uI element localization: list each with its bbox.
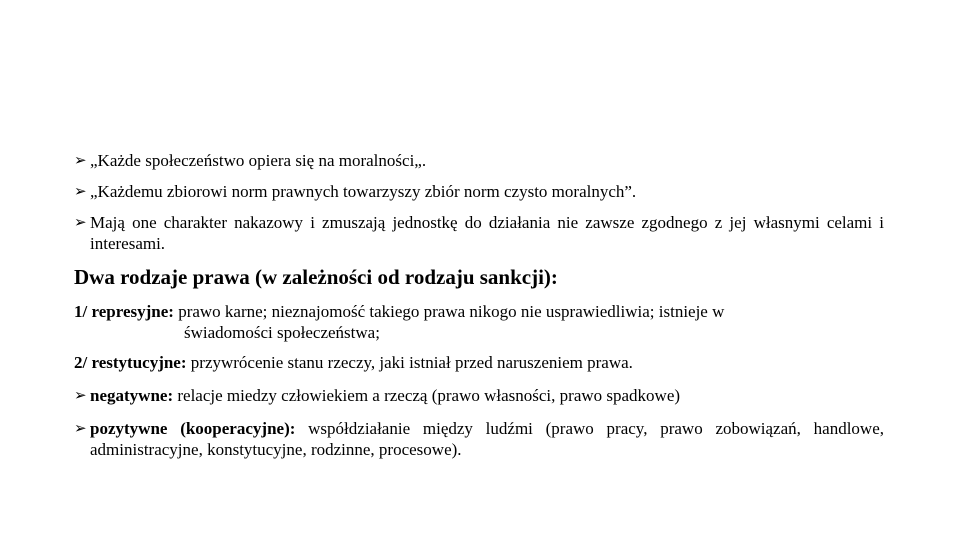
- bullet-positive: [74, 418, 884, 460]
- type-restitutive: [74, 352, 894, 373]
- bullet-norms-quote: [74, 181, 884, 202]
- bullet-morality-quote: [74, 150, 884, 171]
- type-text: przywrócenie stanu rzeczy, jaki istniał przed naruszeniem prawa.: [190, 353, 633, 372]
- arrow-bullet-icon: ➢: [74, 419, 87, 437]
- bullet-text: „Każde społeczeństwo opiera się na moralności„.: [90, 151, 427, 170]
- bullet-text: Mają one charakter nakazowy i zmuszają jednostkę do działania nie zawsze zgodnego z jej własnymi celami i interesami.: [90, 213, 884, 253]
- arrow-bullet-icon: ➢: [74, 386, 87, 404]
- arrow-bullet-icon: ➢: [74, 151, 87, 169]
- type-term: 1/ represyjne:: [74, 302, 174, 321]
- bullet-character: [74, 212, 884, 254]
- arrow-bullet-icon: ➢: [74, 213, 87, 231]
- type-text-line1: prawo karne; nieznajomość takiego prawa nikogo nie usprawiedliwia; istnieje w: [178, 302, 725, 321]
- bullet-negative: [74, 385, 884, 406]
- bullet-text: relacje miedzy człowiekiem a rzeczą (prawo własności, prawo spadkowe): [177, 386, 681, 405]
- type-repressive: [74, 301, 894, 343]
- type-text-line2: świadomości społeczeństwa;: [184, 323, 380, 342]
- bullet-text: „Każdemu zbiorowi norm prawnych towarzyszy zbiór norm czysto moralnych”.: [90, 182, 637, 201]
- bullet-term: pozytywne (kooperacyjne):: [90, 419, 296, 438]
- bullet-term: negatywne:: [90, 386, 174, 405]
- type-term: 2/ restytucyjne:: [74, 353, 187, 372]
- section-heading: Dwa rodzaje prawa (w zależności od rodzaju sankcji):: [74, 265, 558, 289]
- arrow-bullet-icon: ➢: [74, 182, 87, 200]
- bullet-text: współdziałanie między ludźmi (prawo pracy, prawo zobowiązań, handlowe, administracyjne, konstytucyjne, rodzinne, procesowe).: [90, 419, 884, 459]
